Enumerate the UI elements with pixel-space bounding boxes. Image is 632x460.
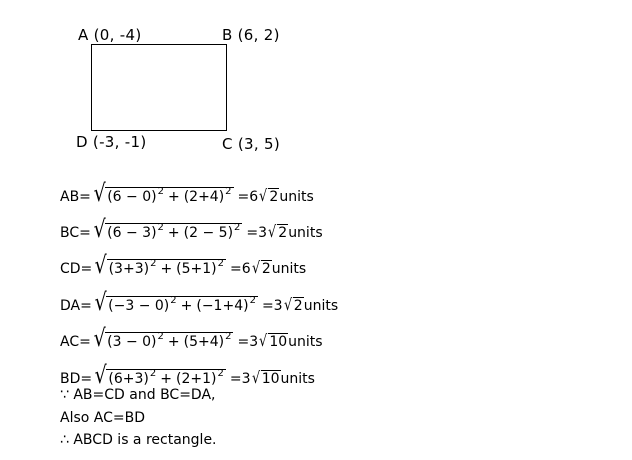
exponent: 2 <box>149 368 157 379</box>
result-radicand: 2 <box>293 298 303 314</box>
squared-term: (6 − 3) $^2$ <box>107 222 164 241</box>
result-radicand: 2 <box>269 189 279 205</box>
equals-sign: = <box>229 371 242 387</box>
equation-row <box>60 247 306 277</box>
exponent: 2 <box>150 258 157 269</box>
plus-sign: + <box>160 371 172 387</box>
radicand <box>107 259 226 277</box>
vertex-label-b: B (6, 2) <box>222 26 280 44</box>
radical-sign-icon: √ <box>251 368 260 387</box>
equation-lhs: AC= <box>60 334 91 350</box>
vertex-label-a: A (0, -4) <box>78 26 142 44</box>
equation-result <box>230 258 306 277</box>
radical-sign-icon: √ <box>251 258 260 277</box>
exponent: 2 <box>157 331 164 342</box>
squared-term: (3+3) $^2$ <box>108 258 157 277</box>
result-coefficient: 6 <box>241 261 251 277</box>
squared-term: (2+1) $^2$ <box>176 368 224 387</box>
radical-sign-icon: √ <box>93 324 106 352</box>
result-unit: units <box>288 334 323 350</box>
equation-lhs: DA= <box>60 298 92 314</box>
equals-sign: = <box>237 334 250 350</box>
plus-sign: + <box>160 261 173 277</box>
equals-sign: = <box>237 189 250 205</box>
squared-term: (3 − 0) $^2$ <box>107 331 164 350</box>
plus-sign: + <box>167 225 180 241</box>
squared-term: (5+4) $^2$ <box>183 331 232 350</box>
radical-sign-icon: √ <box>259 331 268 350</box>
squared-term: (2+4) $^2$ <box>183 186 232 205</box>
radical-sign-icon: √ <box>93 179 106 207</box>
radicand <box>105 223 242 241</box>
squared-term: (6 − 0) $^2$ <box>107 186 164 205</box>
square-root <box>92 217 243 241</box>
exponent: 2 <box>234 222 241 233</box>
plus-sign: + <box>167 189 180 205</box>
radical-sign-icon: √ <box>94 251 108 279</box>
result-coefficient: 3 <box>249 334 259 350</box>
equation-result <box>230 368 315 387</box>
result-coefficient: 6 <box>249 189 259 205</box>
vertex-label-d: D (-3, -1) <box>76 133 147 151</box>
result-unit: units <box>288 225 323 241</box>
radical-sign-icon: √ <box>94 361 107 389</box>
equation-row <box>60 357 315 387</box>
radical-sign-icon: √ <box>93 215 106 243</box>
exponent: 2 <box>157 222 164 233</box>
equals-sign: = <box>261 298 274 314</box>
radical-sign-icon: √ <box>283 295 292 314</box>
equation-lhs: BC= <box>60 225 91 241</box>
square-root <box>92 181 234 205</box>
radicand <box>106 296 258 314</box>
equation-lhs: CD= <box>60 261 93 277</box>
equation-result <box>237 331 322 350</box>
exponent: 2 <box>225 331 232 342</box>
exponent: 2 <box>225 186 232 197</box>
result-radicand: 2 <box>261 261 271 277</box>
conclusion-line-3: ∴ ABCD is a rectangle. <box>60 432 217 448</box>
squared-term: (−1+4) $^2$ <box>196 295 256 314</box>
squared-term: (2 − 5) $^2$ <box>183 222 241 241</box>
result-unit: units <box>303 298 339 314</box>
exponent: 2 <box>217 368 224 379</box>
plus-sign: + <box>167 334 180 350</box>
exponent: 2 <box>217 258 225 269</box>
radicand <box>106 369 225 387</box>
result-unit: units <box>280 371 315 387</box>
result-coefficient: 3 <box>258 225 268 241</box>
conclusion-line-1: ∵ AB=CD and BC=DA, <box>60 387 216 403</box>
equation-row <box>60 284 338 314</box>
equation-lhs: BD= <box>60 371 93 387</box>
square-root <box>92 326 234 350</box>
square-root <box>93 290 258 314</box>
equation-result <box>262 295 338 314</box>
equation-result <box>246 222 322 241</box>
square-root <box>93 363 226 387</box>
radical-sign-icon: √ <box>268 222 277 241</box>
equation-row <box>60 320 323 350</box>
equation-lhs: AB= <box>60 189 91 205</box>
exponent: 2 <box>157 186 164 197</box>
equals-sign: = <box>230 261 242 277</box>
squared-term: (5+1) $^2$ <box>176 258 225 277</box>
radical-sign-icon: √ <box>259 186 268 205</box>
result-radicand: 10 <box>269 334 288 350</box>
square-root <box>93 253 226 277</box>
result-coefficient: 3 <box>241 371 251 387</box>
result-radicand: 10 <box>261 371 280 387</box>
radicand <box>105 332 233 350</box>
plus-sign: + <box>180 298 193 314</box>
squared-term: (6+3) $^2$ <box>108 368 157 387</box>
radicand <box>105 187 233 205</box>
radical-sign-icon: √ <box>94 288 107 316</box>
exponent: 2 <box>249 295 256 306</box>
squared-term: (−3 − 0) $^2$ <box>108 295 177 314</box>
result-unit: units <box>279 189 314 205</box>
equals-sign: = <box>246 225 259 241</box>
equation-result <box>238 186 314 205</box>
equation-row <box>60 211 323 241</box>
result-unit: units <box>271 261 307 277</box>
result-radicand: 2 <box>278 225 288 241</box>
equation-row <box>60 175 314 205</box>
conclusion-line-2: Also AC=BD <box>60 410 145 426</box>
exponent: 2 <box>170 295 177 306</box>
vertex-label-c: C (3, 5) <box>222 135 280 153</box>
result-coefficient: 3 <box>273 298 283 314</box>
rectangle-figure <box>91 44 227 131</box>
